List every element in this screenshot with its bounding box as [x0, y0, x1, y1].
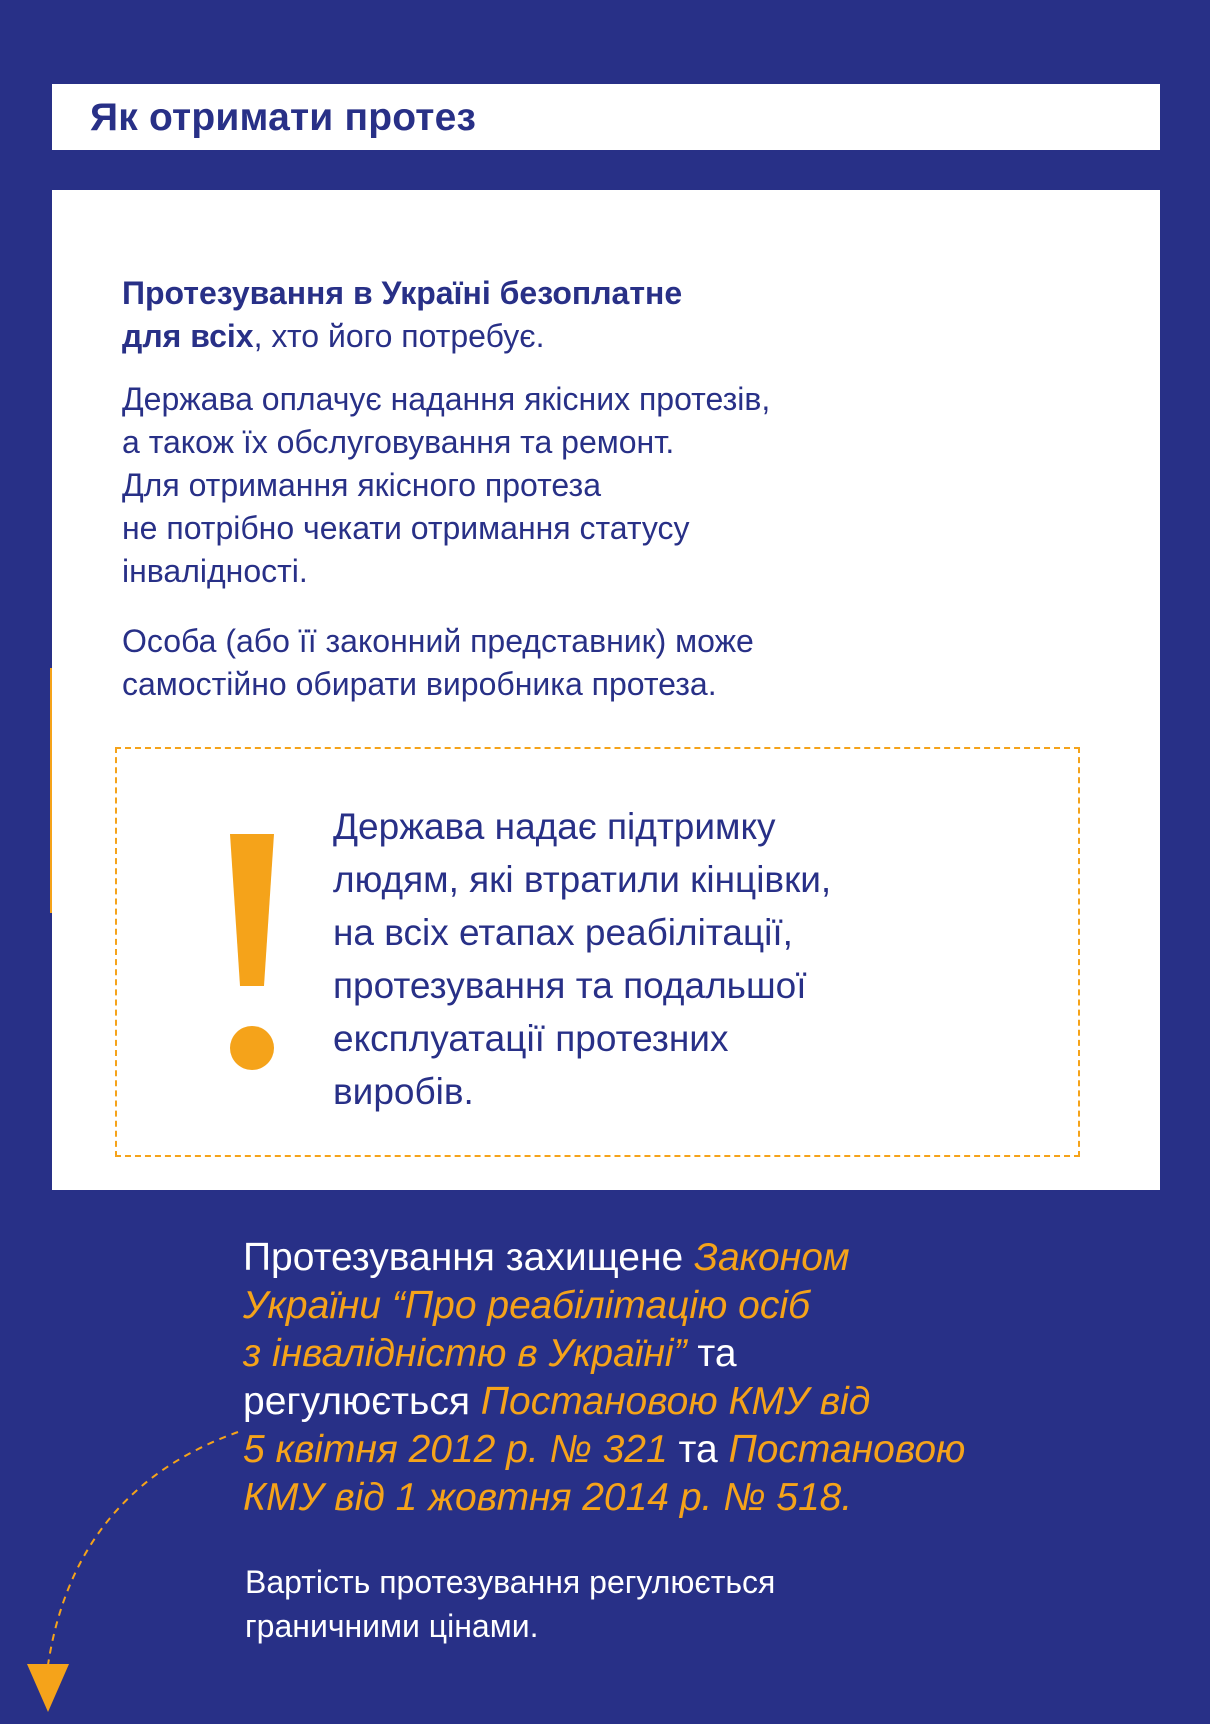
- law-link-law: України “Про реабілітацію осіб: [243, 1284, 810, 1327]
- law-text: та: [686, 1332, 737, 1375]
- law-text: та: [667, 1428, 729, 1471]
- law-link-resolution: 5 квітня 2012 р. № 321: [243, 1428, 668, 1471]
- law-text: Протезування захищене: [243, 1236, 695, 1279]
- law-link-resolution: Постановою: [728, 1428, 966, 1471]
- text-line: а також їх обслуговування та ремонт.: [122, 424, 675, 460]
- text-line: самостійно обирати виробника протеза.: [122, 666, 717, 702]
- law-link-law: Законом: [694, 1236, 850, 1279]
- notice-line: людям, які втратили кінцівки,: [333, 859, 832, 900]
- text-line: граничними цінами.: [245, 1608, 539, 1644]
- intro-bold-part: для всіх: [122, 318, 254, 354]
- notice-line: експлуатації протезних: [333, 1018, 729, 1059]
- law-link-resolution: КМУ від 1 жовтня 2014 р. № 518.: [243, 1476, 853, 1519]
- text-line: Особа (або її законний представник) може: [122, 623, 754, 659]
- law-text: регулюється: [243, 1380, 481, 1423]
- text-line: Держава оплачує надання якісних протезів,: [122, 381, 771, 417]
- intro-bold-line: Протезування в Україні безоплатне: [122, 275, 683, 311]
- notice-line: Держава надає підтримку: [333, 806, 776, 847]
- notice-line: на всіх етапах реабілітації,: [333, 912, 793, 953]
- text-line: Вартість протезування регулюється: [245, 1564, 776, 1600]
- page-title: Як отримати протез: [90, 96, 477, 139]
- text-line: не потрібно чекати отримання статусу: [122, 510, 690, 546]
- intro-rest: , хто його потребує.: [253, 318, 545, 354]
- notice-line: протезування та подальшої: [333, 965, 807, 1006]
- law-link-resolution: Постановою КМУ від: [480, 1380, 871, 1423]
- text-line: інвалідності.: [122, 553, 308, 589]
- notice-line: виробів.: [333, 1071, 474, 1112]
- text-line: Для отримання якісного протеза: [122, 467, 601, 503]
- law-link-law: з інвалідністю в Україні”: [243, 1332, 687, 1375]
